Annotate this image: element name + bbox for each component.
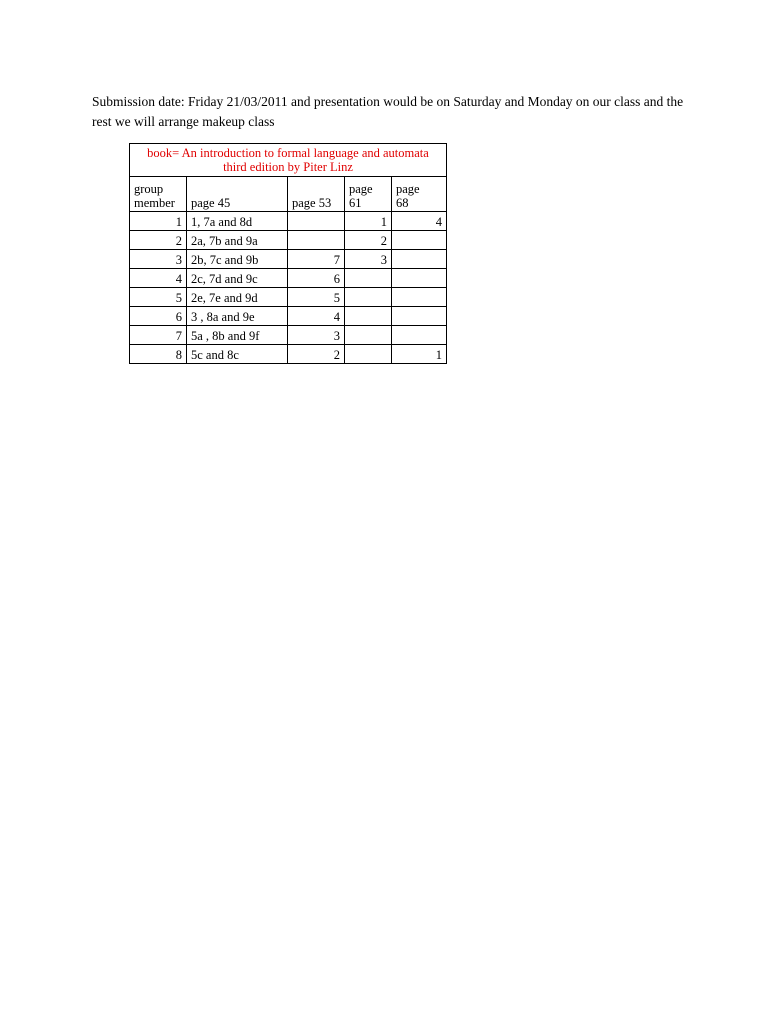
cell-group: 8 — [130, 345, 187, 364]
cell-page61: 3 — [345, 250, 392, 269]
table-row — [130, 345, 447, 364]
cell-page45: 2c, 7d and 9c — [187, 269, 288, 288]
book-title: book= An introduction to formal language and automata third edition by Piter Linz — [130, 144, 447, 177]
table-row — [130, 212, 447, 231]
table-row — [130, 288, 447, 307]
assignment-table — [129, 143, 447, 364]
header-page61-line2: 61 — [349, 196, 362, 210]
cell-page53: 3 — [288, 326, 345, 345]
cell-group: 5 — [130, 288, 187, 307]
cell-page53 — [288, 231, 345, 250]
submission-note: Submission date: Friday 21/03/2011 and presentation would be on Saturday and Monday on our class and the rest we will arrange makeup class — [92, 94, 684, 129]
header-group-line2: member — [134, 196, 175, 210]
cell-page68 — [392, 288, 447, 307]
table-row — [130, 326, 447, 345]
cell-page45: 2b, 7c and 9b — [187, 250, 288, 269]
cell-page61: 1 — [345, 212, 392, 231]
table-row — [130, 250, 447, 269]
cell-page53 — [288, 212, 345, 231]
cell-page45: 5c and 8c — [187, 345, 288, 364]
cell-page61 — [345, 326, 392, 345]
cell-page45: 1, 7a and 8d — [187, 212, 288, 231]
cell-page61 — [345, 345, 392, 364]
cell-page61 — [345, 307, 392, 326]
cell-group: 2 — [130, 231, 187, 250]
cell-page53: 2 — [288, 345, 345, 364]
table-row — [130, 307, 447, 326]
cell-group: 4 — [130, 269, 187, 288]
cell-page61 — [345, 269, 392, 288]
cell-page68 — [392, 231, 447, 250]
cell-group: 7 — [130, 326, 187, 345]
cell-page53: 7 — [288, 250, 345, 269]
table-title-row — [130, 144, 447, 177]
cell-page68: 1 — [392, 345, 447, 364]
header-page-53: page 53 — [288, 177, 345, 212]
cell-page53: 4 — [288, 307, 345, 326]
header-group-line1: group — [134, 182, 164, 196]
cell-page45: 2e, 7e and 9d — [187, 288, 288, 307]
header-page-61 — [345, 177, 392, 212]
header-page-68 — [392, 177, 447, 212]
header-page61-line1: page — [349, 182, 373, 196]
cell-page53: 5 — [288, 288, 345, 307]
table-row — [130, 269, 447, 288]
cell-page68 — [392, 250, 447, 269]
table-row — [130, 231, 447, 250]
cell-page68 — [392, 269, 447, 288]
header-page68-line2: 68 — [396, 196, 409, 210]
header-page68-line1: page — [396, 182, 420, 196]
cell-group: 6 — [130, 307, 187, 326]
cell-page68: 4 — [392, 212, 447, 231]
cell-group: 1 — [130, 212, 187, 231]
table-header-row — [130, 177, 447, 212]
cell-page61: 2 — [345, 231, 392, 250]
header-group-member — [130, 177, 187, 212]
cell-page45: 2a, 7b and 9a — [187, 231, 288, 250]
cell-page53: 6 — [288, 269, 345, 288]
header-page-45: page 45 — [187, 177, 288, 212]
cell-page68 — [392, 307, 447, 326]
cell-page61 — [345, 288, 392, 307]
cell-page45: 5a , 8b and 9f — [187, 326, 288, 345]
cell-page45: 3 , 8a and 9e — [187, 307, 288, 326]
cell-group: 3 — [130, 250, 187, 269]
cell-page68 — [392, 326, 447, 345]
